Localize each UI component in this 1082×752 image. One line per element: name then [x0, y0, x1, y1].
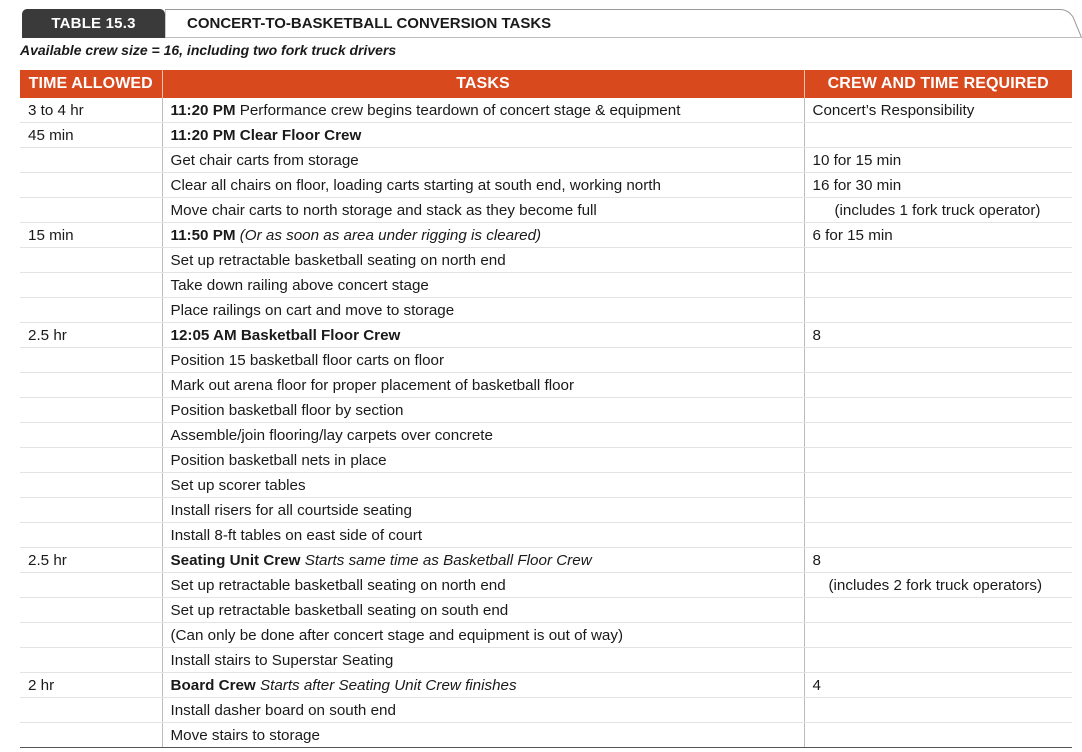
- table-row: [20, 648, 1072, 673]
- time-cell: [20, 148, 162, 173]
- crew-cell: [804, 348, 1072, 373]
- time-cell: [20, 348, 162, 373]
- time-cell: [20, 723, 162, 748]
- table-row: [20, 223, 1072, 248]
- crew-cell: [804, 423, 1072, 448]
- task-cell: Move chair carts to north storage and stack as they become full: [162, 198, 804, 223]
- time-cell: 3 to 4 hr: [20, 98, 162, 123]
- table-row: [20, 448, 1072, 473]
- table-row: [20, 723, 1072, 748]
- table-header-row: [20, 70, 1072, 98]
- table-row: [20, 323, 1072, 348]
- table-row: [20, 373, 1072, 398]
- task-cell: Assemble/join flooring/lay carpets over concrete: [162, 423, 804, 448]
- table-row: [20, 173, 1072, 198]
- task-note-italic: (Or as soon as area under rigging is cleared): [235, 226, 542, 244]
- table-row: [20, 548, 1072, 573]
- task-cell: Position basketball floor by section: [162, 398, 804, 423]
- column-header-crew: CREW AND TIME REQUIRED: [804, 70, 1072, 98]
- time-cell: [20, 173, 162, 198]
- column-header-time: TIME ALLOWED: [20, 70, 162, 98]
- table-row: [20, 398, 1072, 423]
- task-cell: Set up retractable basketball seating on north end: [162, 248, 804, 273]
- table-row: [20, 573, 1072, 598]
- crew-cell: [804, 598, 1072, 623]
- task-cell: Install stairs to Superstar Seating: [162, 648, 804, 673]
- time-cell: [20, 298, 162, 323]
- task-group-title: 11:20 PM Clear Floor Crew: [170, 126, 362, 144]
- crew-cell: [804, 448, 1072, 473]
- task-time-bold: 11:50 PM: [170, 226, 236, 244]
- table-number-tab: TABLE 15.3: [22, 9, 165, 38]
- crew-cell: 6 for 15 min: [804, 223, 1072, 248]
- task-cell: [162, 123, 804, 148]
- crew-cell: [804, 648, 1072, 673]
- time-cell: [20, 498, 162, 523]
- task-time-bold: 11:20 PM: [170, 101, 236, 119]
- task-cell: Set up scorer tables: [162, 473, 804, 498]
- time-cell: 2.5 hr: [20, 323, 162, 348]
- time-cell: 45 min: [20, 123, 162, 148]
- task-cell: Install 8-ft tables on east side of court: [162, 523, 804, 548]
- time-cell: 2 hr: [20, 673, 162, 698]
- time-cell: 15 min: [20, 223, 162, 248]
- table-row: [20, 348, 1072, 373]
- time-cell: [20, 598, 162, 623]
- crew-cell: 16 for 30 min: [804, 173, 1072, 198]
- time-cell: [20, 698, 162, 723]
- task-cell: Take down railing above concert stage: [162, 273, 804, 298]
- table-row: [20, 423, 1072, 448]
- table-row: [20, 248, 1072, 273]
- task-cell: Set up retractable basketball seating on north end: [162, 573, 804, 598]
- crew-cell: [804, 523, 1072, 548]
- crew-cell: [804, 498, 1072, 523]
- crew-cell: [804, 373, 1072, 398]
- time-cell: [20, 373, 162, 398]
- time-cell: [20, 623, 162, 648]
- time-cell: [20, 423, 162, 448]
- table-row: [20, 473, 1072, 498]
- task-cell: (Can only be done after concert stage and equipment is out of way): [162, 623, 804, 648]
- time-cell: [20, 648, 162, 673]
- crew-cell: [804, 398, 1072, 423]
- crew-cell: 10 for 15 min: [804, 148, 1072, 173]
- table-header-strip: [0, 0, 1082, 38]
- task-cell: [162, 98, 804, 123]
- time-cell: [20, 523, 162, 548]
- crew-cell: [804, 623, 1072, 648]
- task-cell: Clear all chairs on floor, loading carts starting at south end, working north: [162, 173, 804, 198]
- table-row: [20, 623, 1072, 648]
- crew-cell: [804, 298, 1072, 323]
- crew-cell: (includes 2 fork truck operators): [804, 573, 1072, 598]
- task-cell: [162, 673, 804, 698]
- table-row: [20, 523, 1072, 548]
- time-cell: 2.5 hr: [20, 548, 162, 573]
- table-row: [20, 698, 1072, 723]
- crew-cell: 8: [804, 548, 1072, 573]
- task-cell: [162, 548, 804, 573]
- table-row: [20, 198, 1072, 223]
- task-cell: [162, 223, 804, 248]
- task-cell: Get chair carts from storage: [162, 148, 804, 173]
- time-cell: [20, 198, 162, 223]
- crew-cell: [804, 473, 1072, 498]
- time-cell: [20, 398, 162, 423]
- time-cell: [20, 448, 162, 473]
- crew-cell: 8: [804, 323, 1072, 348]
- crew-cell: (includes 1 fork truck operator): [804, 198, 1072, 223]
- conversion-tasks-table: [20, 70, 1072, 748]
- table-row: [20, 98, 1072, 123]
- task-note-italic: Starts same time as Basketball Floor Crew: [300, 551, 592, 569]
- task-cell: Position basketball nets in place: [162, 448, 804, 473]
- crew-cell: 4: [804, 673, 1072, 698]
- task-cell: Mark out arena floor for proper placement of basketball floor: [162, 373, 804, 398]
- task-cell: Position 15 basketball floor carts on floor: [162, 348, 804, 373]
- task-group-title: Seating Unit Crew: [170, 551, 301, 569]
- time-cell: [20, 573, 162, 598]
- table-row: [20, 123, 1072, 148]
- table-row: [20, 498, 1072, 523]
- crew-cell: [804, 273, 1072, 298]
- table-row: [20, 273, 1072, 298]
- table-title: CONCERT-TO-BASKETBALL CONVERSION TASKS: [187, 15, 552, 32]
- task-cell: Move stairs to storage: [162, 723, 804, 748]
- table-subtitle: Available crew size = 16, including two fork truck drivers: [20, 42, 397, 58]
- task-group-title: Board Crew: [170, 676, 256, 694]
- time-cell: [20, 273, 162, 298]
- task-cell: Set up retractable basketball seating on south end: [162, 598, 804, 623]
- time-cell: [20, 248, 162, 273]
- crew-cell: [804, 698, 1072, 723]
- crew-cell: Concert’s Responsibility: [804, 98, 1072, 123]
- table-row: [20, 298, 1072, 323]
- task-text: Performance crew begins teardown of concert stage & equipment: [235, 101, 681, 119]
- crew-cell: [804, 723, 1072, 748]
- time-cell: [20, 473, 162, 498]
- table-row: [20, 598, 1072, 623]
- task-cell: Install dasher board on south end: [162, 698, 804, 723]
- table-row: [20, 673, 1072, 698]
- task-note-italic: Starts after Seating Unit Crew finishes: [255, 676, 517, 694]
- task-cell: Install risers for all courtside seating: [162, 498, 804, 523]
- table-row: [20, 148, 1072, 173]
- table-title-tab: [165, 9, 1082, 38]
- crew-cell: [804, 123, 1072, 148]
- crew-cell: [804, 248, 1072, 273]
- column-header-tasks: TASKS: [162, 70, 804, 98]
- task-group-title: 12:05 AM Basketball Floor Crew: [170, 326, 401, 344]
- task-cell: Place railings on cart and move to storage: [162, 298, 804, 323]
- task-cell: [162, 323, 804, 348]
